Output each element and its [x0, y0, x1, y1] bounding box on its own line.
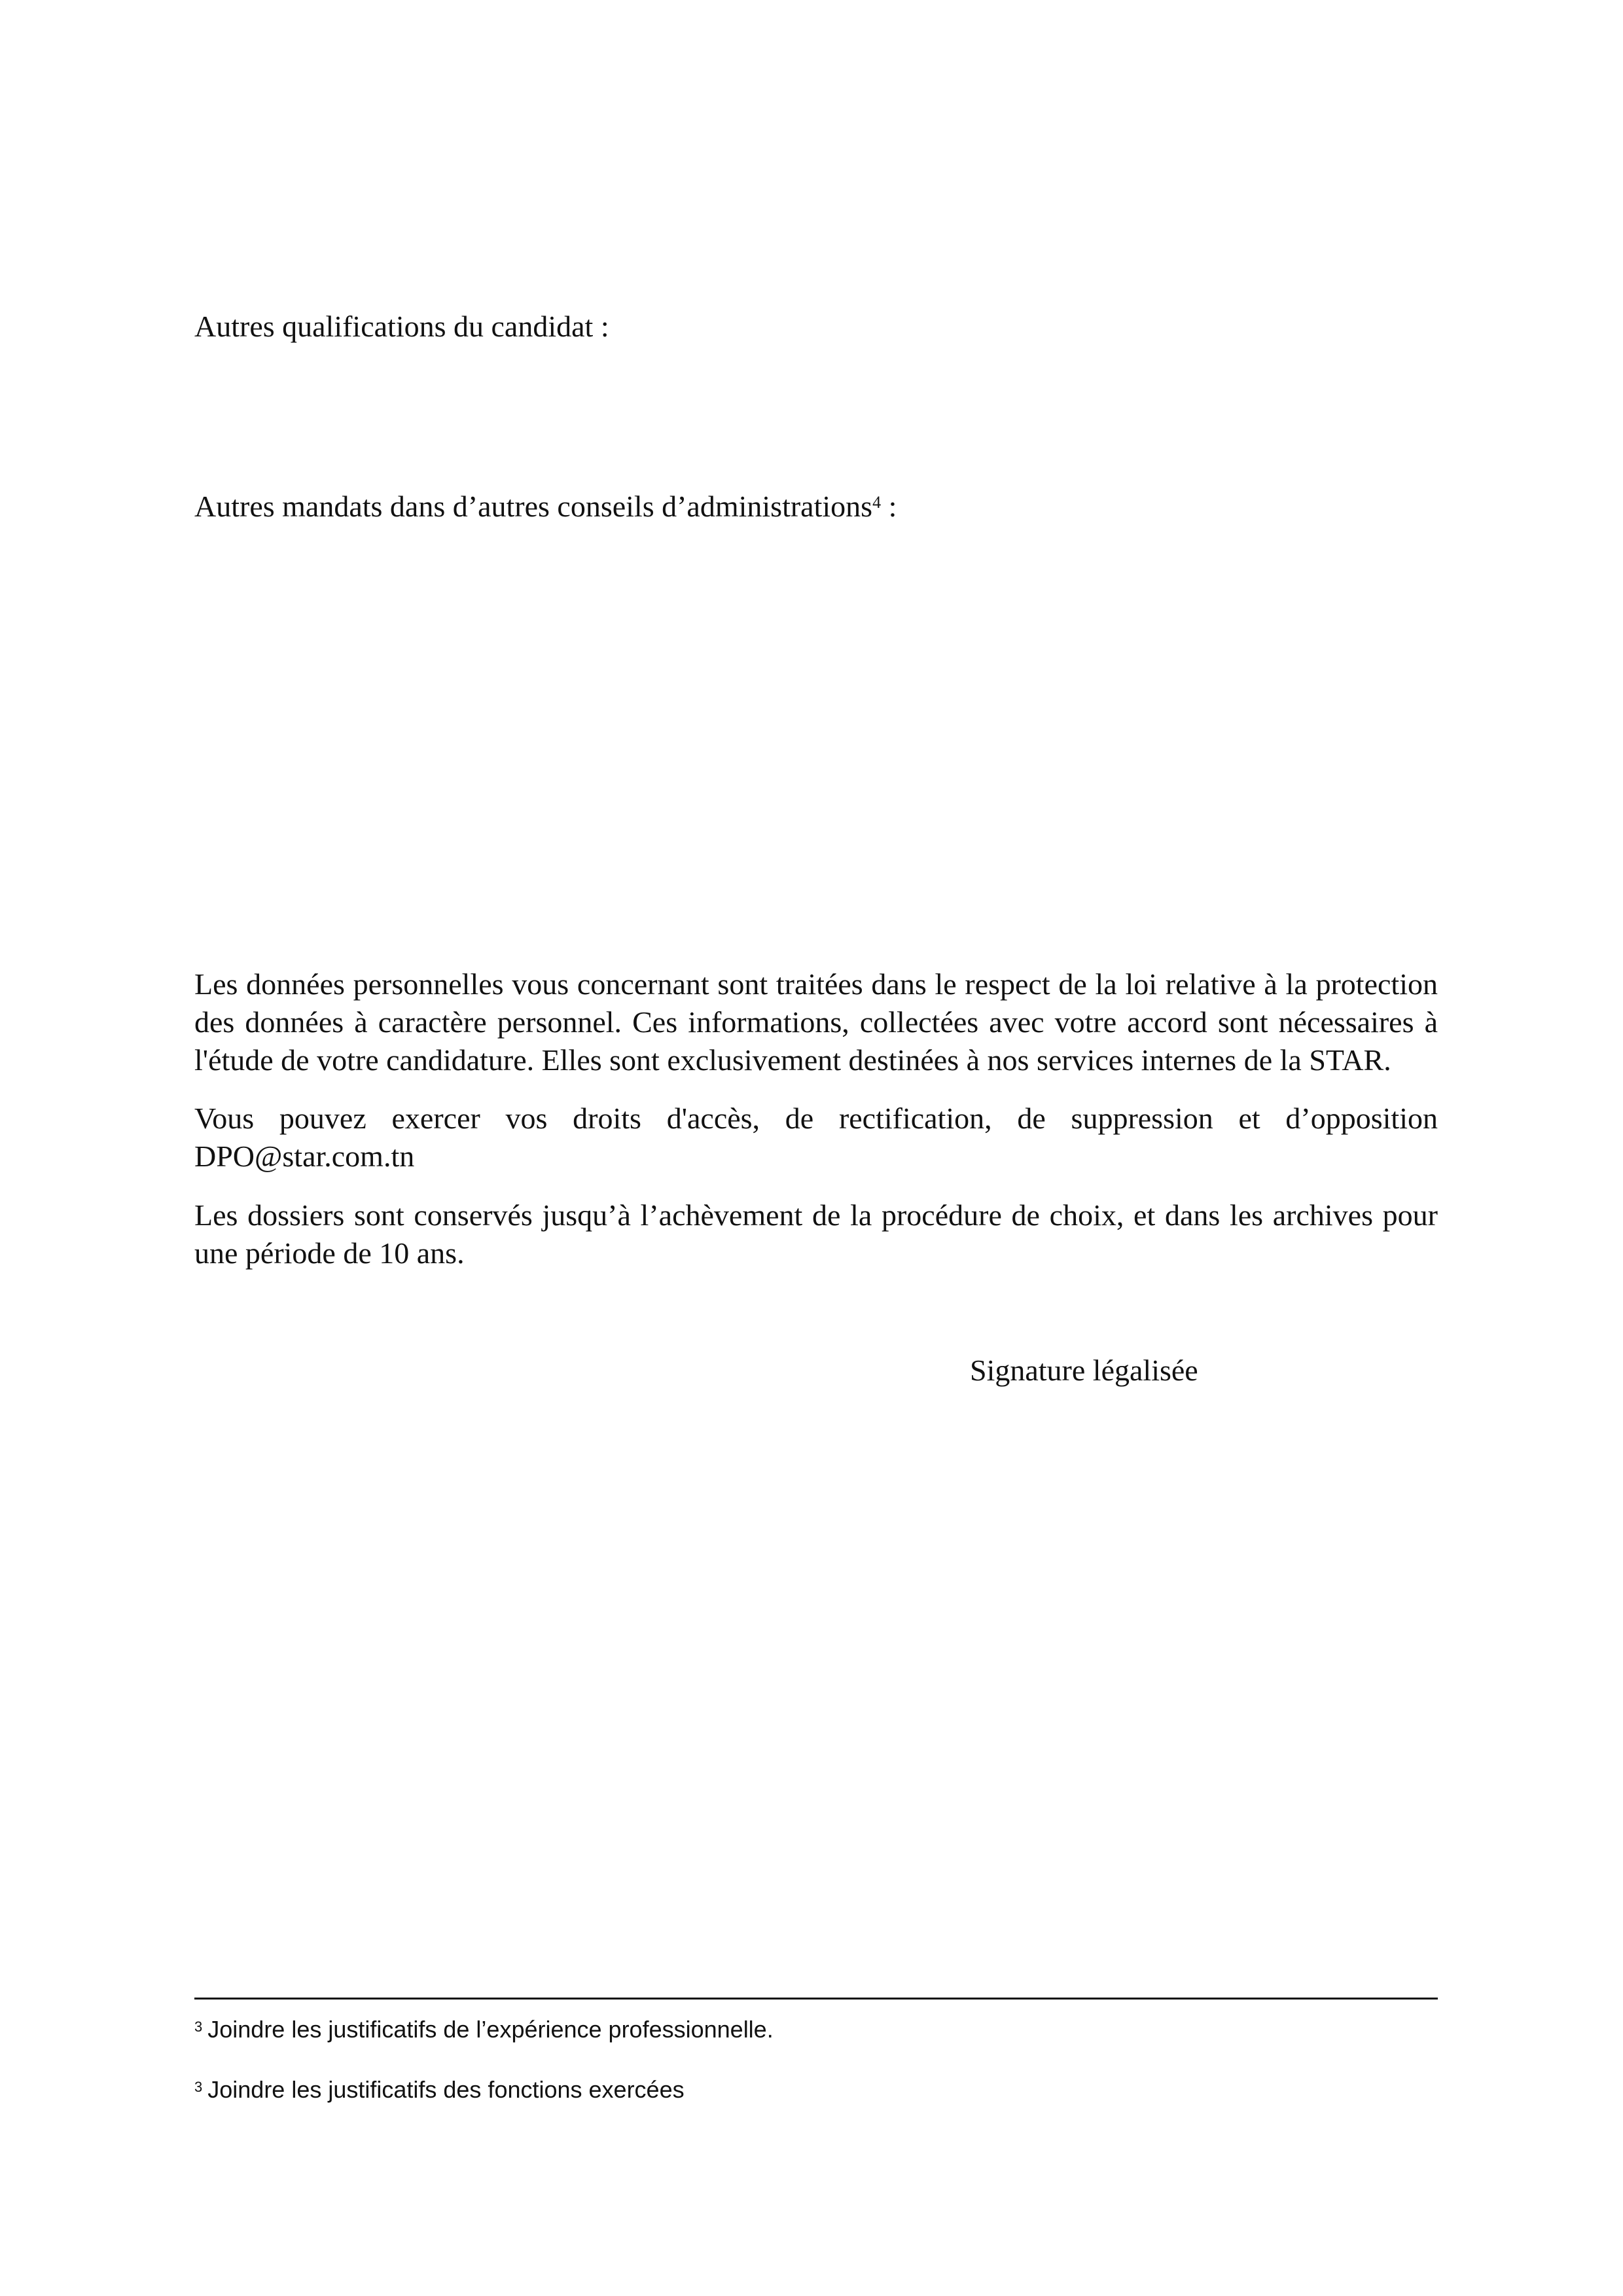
footnote-2 — [194, 2075, 685, 2105]
footnote-1 — [194, 2015, 774, 2045]
footnote-1-number: 3 — [194, 2018, 203, 2035]
qualifications-heading-text: Autres qualifications du candidat : — [194, 310, 609, 343]
qualifications-heading — [194, 308, 609, 346]
retention-paragraph: Les dossiers sont conservés jusqu’à l’achèvement de la procédure de choix, et dans les archives pour une période de 10 ans. — [194, 1198, 1438, 1270]
mandates-heading — [194, 488, 897, 526]
rights-paragraph: Vous pouvez exercer vos droits d'accès, de rectification, de suppression et d’opposition — [194, 1102, 1438, 1135]
dpo-email: DPO@star.com.tn — [194, 1139, 415, 1173]
signature-label: Signature légalisée — [970, 1354, 1198, 1387]
privacy-paragraph: Les données personnelles vous concernant sont traitées dans le respect de la loi relative à la protection des données à caractère personnel. Ces informations, collectées avec votre accord sont nécessaires à l'étude de votre candidature. Elles sont exclusivement destinées à nos services internes de la STAR. — [194, 967, 1438, 1077]
footnote-reference: 4 — [872, 493, 882, 512]
footnote-separator — [194, 1998, 1438, 2000]
mandates-heading-text: Autres mandats dans d’autres conseils d’administrations — [194, 490, 873, 523]
footnote-2-text: Joindre les justificatifs des fonctions exercées — [207, 2076, 685, 2103]
footnote-1-text: Joindre les justificatifs de l’expérience professionnelle. — [207, 2016, 774, 2043]
footnote-2-number: 3 — [194, 2079, 203, 2095]
mandates-heading-colon: : — [881, 490, 897, 523]
